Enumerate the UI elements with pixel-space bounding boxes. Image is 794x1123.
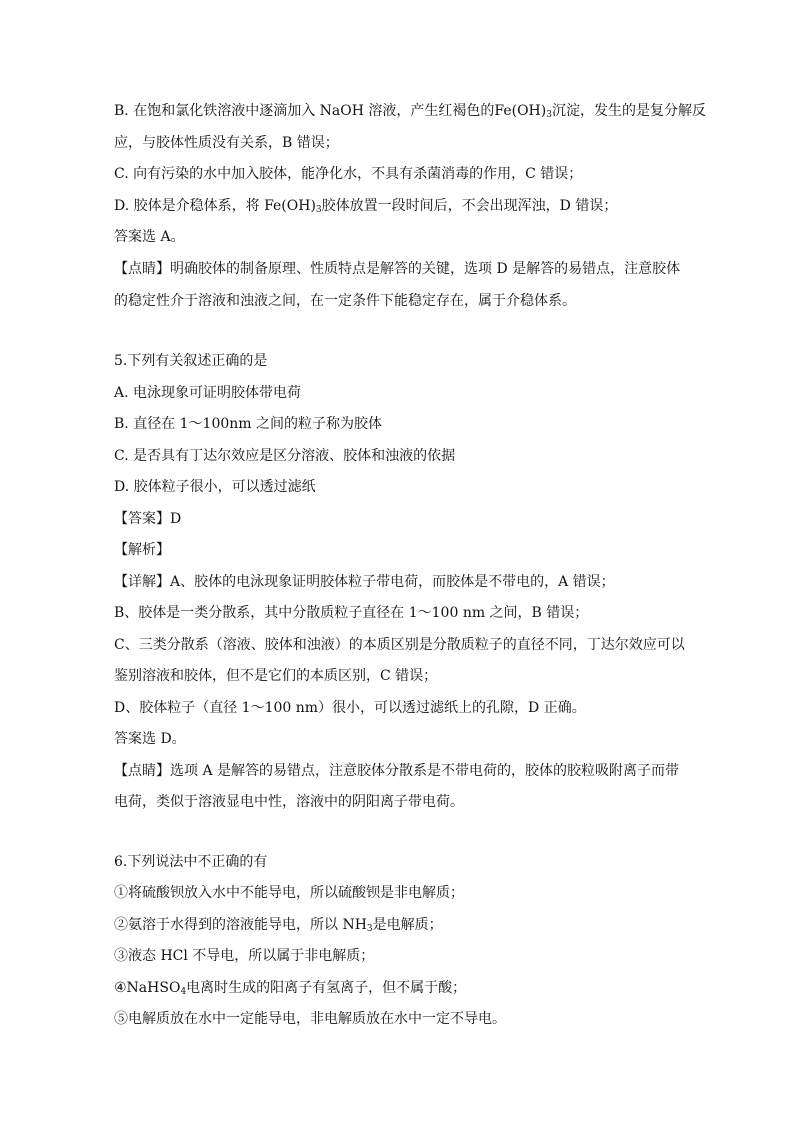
q6-statement-4 (114, 978, 694, 998)
subscript: 4 (180, 987, 187, 997)
q4-option-b-line1 (114, 101, 706, 121)
q4-option-d (114, 196, 694, 216)
subscript: 3 (315, 205, 322, 215)
q6-statement-5: ⑤电解质放在水中一定能导电，非电解质放在水中一定不导电。 (114, 1011, 506, 1027)
text: B. 在饱和氯化铁溶液中逐滴加入 NaOH 溶液，产生红褐色的Fe(OH) (114, 103, 547, 119)
q5-answer: 【答案】D (114, 511, 182, 527)
q4-option-b-line2: 应，与胶体性质没有关系，B 错误； (114, 135, 339, 151)
q5-detail-line2: B、胶体是一类分散系，其中分散质粒子直径在 1～100 nm 之间，B 错误； (114, 605, 589, 621)
q5-option-a: A. 电泳现象可证明胶体带电荷 (114, 385, 302, 401)
q4-option-c: C. 向有污染的水中加入胶体，能净化水，不具有杀菌消毒的作用，C 错误； (114, 166, 583, 182)
q5-option-d: D. 胶体粒子很小，可以透过滤纸 (114, 479, 316, 495)
subscript: 3 (366, 924, 373, 934)
q5-analysis-heading: 【解析】 (114, 542, 170, 558)
q4-answer-choice: 答案选 A。 (114, 229, 185, 245)
text: ②氨溶于水得到的溶液能导电，所以 NH (114, 917, 367, 933)
text: 是电解质； (372, 917, 443, 933)
q5-answer-choice: 答案选 D。 (114, 731, 186, 747)
text: 电离时生成的阳离子有氢离子，但不属于酸； (186, 980, 467, 996)
q4-tip-line2: 的稳定性介于溶液和浊液之间，在一定条件下能稳定存在，属于介稳体系。 (114, 293, 576, 309)
q5-detail-line1: 【详解】A、胶体的电泳现象证明胶体粒子带电荷，而胶体是不带电的，A 错误； (114, 574, 615, 590)
q6-title: 6.下列说法中不正确的有 (114, 854, 268, 870)
q5-option-b: B. 直径在 1～100nm 之间的粒子称为胶体 (114, 416, 383, 432)
subscript: 3 (546, 110, 552, 120)
text: ④NaHSO (114, 980, 181, 996)
q5-tip-line2: 电荷，类似于溶液显电中性，溶液中的阴阳离子带电荷。 (114, 794, 464, 810)
q6-statement-2 (114, 915, 694, 935)
q6-statement-1: ①将硫酸钡放入水中不能导电，所以硫酸钡是非电解质； (114, 885, 464, 901)
text: D. 胶体是介稳体系，将 Fe(OH) (114, 198, 316, 214)
q4-tip-line1: 【点睛】明确胶体的制备原理、性质特点是解答的关键，选项 D 是解答的易错点，注意胶体 (114, 261, 681, 277)
text: 沉淀，发生的是复分解反 (551, 103, 706, 119)
q5-detail-line5: D、胶体粒子（直径 1～100 nm）很小，可以透过滤纸上的孔隙，D 正确。 (114, 700, 586, 716)
q6-statement-3: ③液态 HCl 不导电，所以属于非电解质； (114, 948, 375, 964)
q5-title: 5.下列有关叙述正确的是 (114, 353, 268, 369)
q5-tip-line1: 【点睛】选项 A 是解答的易错点，注意胶体分散系是不带电荷的，胶体的胶粒吸附离子而带 (114, 763, 680, 779)
text: 胶体放置一段时间后，不会出现浑浊，D 错误； (321, 198, 618, 214)
q5-option-c: C. 是否具有丁达尔效应是区分溶液、胶体和浊液的依据 (114, 448, 456, 464)
q5-detail-line3: C、三类分散系（溶液、胶体和浊液）的本质区别是分散质粒子的直径不同，丁达尔效应可以 (114, 637, 685, 653)
q5-detail-line4: 鉴别溶液和胶体，但不是它们的本质区别，C 错误； (114, 668, 438, 684)
